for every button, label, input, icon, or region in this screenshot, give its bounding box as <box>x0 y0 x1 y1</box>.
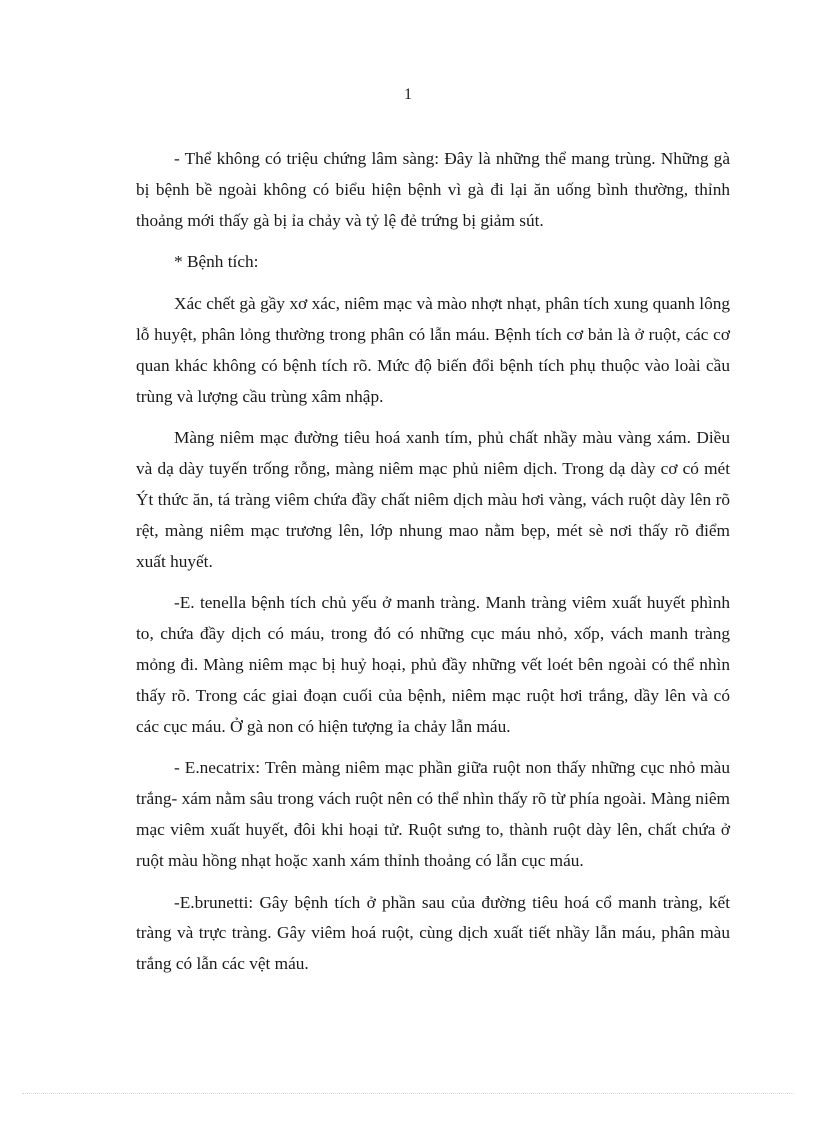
paragraph-asymptomatic-form: - Thể không có triệu chứng lâm sàng: Đây là những thể mang trùng. Những gà bị bệnh bề ngoài không có biểu hiện bệnh vì gà đi lại ăn uống bình thường, thỉnh thoảng mới thấy gà bị ỉa chảy và tỷ lệ đẻ trứng bị giảm sút. <box>136 149 730 230</box>
section-heading-lesions: * Bệnh tích: <box>174 252 259 272</box>
page-number: 1 <box>404 86 412 103</box>
paragraph-e-necatrix: - E.necatrix: Trên màng niêm mạc phần giữa ruột non thấy những cục nhỏ màu trắng- xám nằm sâu trong vách ruột nên có thể nhìn thấy rõ từ phía ngoài. Màng niêm mạc viêm xuất huyết, đôi khi hoại tử. Ruột sưng to, thành ruột dày lên, chất chứa ở ruột màu hồng nhạt hoặc xanh xám thỉnh thoảng có lẫn cục máu. <box>136 758 730 870</box>
document-body <box>136 144 730 991</box>
paragraph-e-tenella: -E. tenella bệnh tích chủ yếu ở manh tràng. Manh tràng viêm xuất huyết phình to, chứa đầy dịch có máu, trong đó có những cục máu nhỏ, xốp, vách manh tràng mỏng đi. Màng niêm mạc bị huỷ hoại, phủ đầy những vết loét bên ngoài có thể nhìn thấy rõ. Trong các giai đoạn cuối của bệnh, niêm mạc ruột hơi trắng, dầy lên và có các cục máu. Ở gà non có hiện tượng ỉa chảy lẫn máu. <box>136 593 730 736</box>
paragraph-digestive-mucosa: Màng niêm mạc đường tiêu hoá xanh tím, phủ chất nhầy màu vàng xám. Diều và dạ dày tuyến trống rỗng, màng niêm mạc phủ niêm dịch. Trong dạ dày cơ có mét Ýt thức ăn, tá tràng viêm chứa đầy chất niêm dịch màu hơi vàng, vách ruột dày lên rõ rệt, màng niêm mạc trương lên, lớp nhung mao nằm bẹp, mét sè nơi thấy rõ điểm xuất huyết. <box>136 428 730 571</box>
page-bottom-divider <box>22 1093 794 1094</box>
paragraph-carcass-description: Xác chết gà gầy xơ xác, niêm mạc và mào nhợt nhạt, phân tích xung quanh lông lỗ huyệt, phân lỏng thường trong phân có lẫn máu. Bệnh tích cơ bản là ở ruột, các cơ quan khác không có bệnh tích rõ. Mức độ biến đổi bệnh tích phụ thuộc vào loài cầu trùng và lượng cầu trùng xâm nhập. <box>136 294 730 406</box>
paragraph-e-brunetti: -E.brunetti: Gây bệnh tích ở phần sau của đường tiêu hoá cổ manh tràng, kết tràng và trực tràng. Gây viêm hoá ruột, cùng dịch xuất tiết nhầy lẫn máu, phân màu trắng có lẫn các vệt máu. <box>136 892 730 974</box>
